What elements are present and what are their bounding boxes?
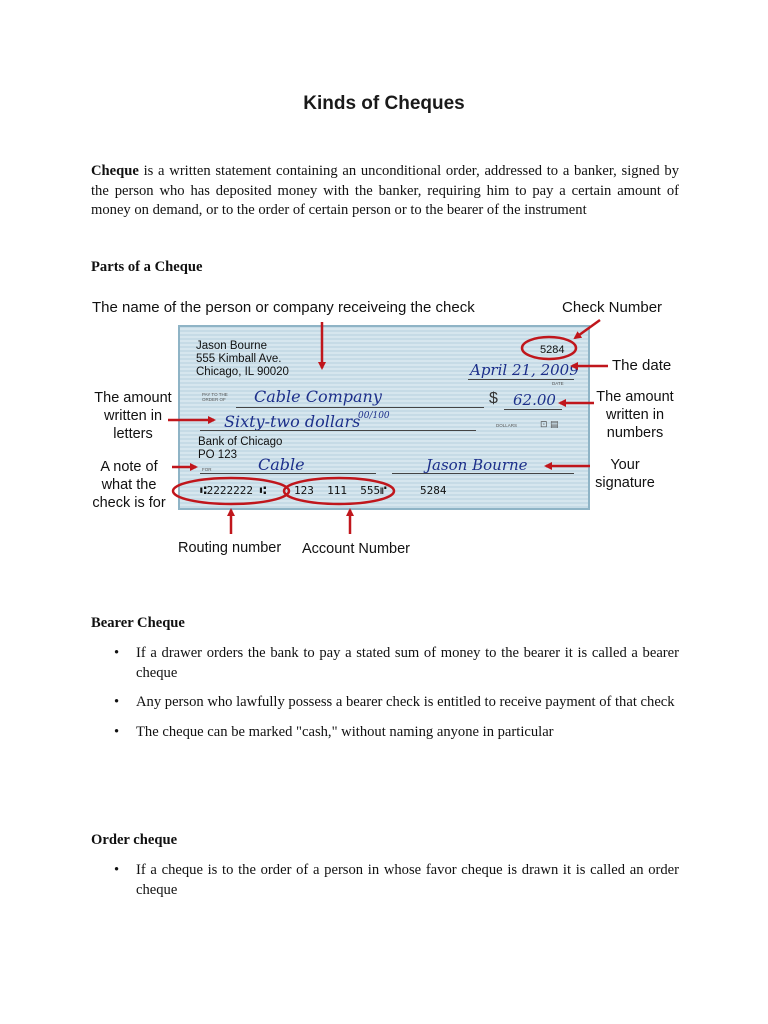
memo-text: Cable [258,455,305,474]
label-amount-letters [88,389,178,443]
bank-line: PO 123 [198,449,237,461]
holder-line: Chicago, IL 90020 [196,366,289,378]
for-caption: FOR [202,467,212,472]
list-item-text: Any person who lawfully possess a bearer check is entitled to receive payment of that check [136,694,675,710]
intro-paragraph [91,162,679,221]
bearer-heading: Bearer Cheque [91,615,185,631]
bullet-icon: • [114,645,120,661]
amount-box-line [504,409,562,410]
label-signature [588,456,662,492]
label-line: what the [101,477,157,493]
account-holder [196,340,289,379]
intro-term: Cheque [91,163,139,179]
label-line: numbers [606,425,664,441]
bank-line: Bank of Chicago [198,436,283,448]
label-amount-numbers [590,388,680,442]
amount-words: Sixty-two dollars [224,412,361,431]
label-routing-number: Routing number [178,540,282,556]
label-payee-name: The name of the person or company receiveing the check [92,299,475,316]
order-heading: Order cheque [91,832,178,848]
cheque-number: 5284 [540,344,565,356]
payee-name: Cable Company [254,387,382,406]
label-line: written in [103,408,163,424]
intro-text: is a written statement containing an unconditional order, addressed to a banker, signed by the person who has deposited money with the banker, requiring him to pay a certain amount of money on demand, or to the order of certain person or to the bearer of the instrument [91,163,679,218]
list-item [114,861,679,900]
list-item [114,693,679,713]
label-the-date: The date [612,357,672,374]
label-line: A note of [100,459,158,475]
list-item-text: If a cheque is to the order of a person in whose favor cheque is drawn it is called an order cheque [136,862,679,898]
pay-to-caption: PAY TO THE ORDER OF [202,392,228,402]
bullet-icon: • [114,694,120,710]
label-check-number: Check Number [562,299,663,316]
cheque-date: April 21, 2009 [470,361,579,379]
label-line: check is for [92,495,166,511]
micr-check-number: 5284 [420,484,447,497]
cheque-image [178,325,590,510]
payee-line [236,407,484,408]
memo-line [200,473,376,474]
dollars-caption: DOLLARS [496,423,518,428]
label-memo-note [86,458,172,512]
bearer-list [114,644,679,742]
security-icon: ⊡ ▤ [540,419,559,429]
amount-fraction: 00/100 [358,411,390,421]
order-list [114,861,679,900]
list-item-text: The cheque can be marked "cash," without naming anyone in particular [136,723,554,740]
holder-line: Jason Bourne [196,340,267,352]
list-item [114,644,679,683]
bullet-icon: • [114,862,120,878]
parts-heading: Parts of a Cheque [91,259,203,275]
label-line: letters [113,426,153,442]
page-title: Kinds of Cheques [303,93,465,114]
signature-line [392,473,574,474]
holder-line: 555 Kimball Ave. [196,353,282,365]
words-line [200,430,476,431]
list-item [114,723,679,743]
label-line: written in [605,407,665,423]
label-line: The amount [94,390,172,406]
bullet-icon: • [114,723,120,740]
date-caption: DATE [552,381,564,386]
label-line: The amount [596,389,674,405]
micr-account: 123 111 555⑈ [294,484,387,497]
label-line: Your [610,457,640,473]
list-item-text: If a drawer orders the bank to pay a stated sum of money to the bearer it is called a bearer cheque [136,645,679,681]
label-line: signature [595,475,655,491]
signature-text: Jason Bourne [426,456,528,474]
amount-numeric: 62.00 [513,391,556,409]
dollar-sign: $ [489,390,498,407]
micr-routing: ⑆2222222 ⑆ [200,484,267,497]
label-account-number: Account Number [302,541,410,557]
date-line [468,379,574,380]
